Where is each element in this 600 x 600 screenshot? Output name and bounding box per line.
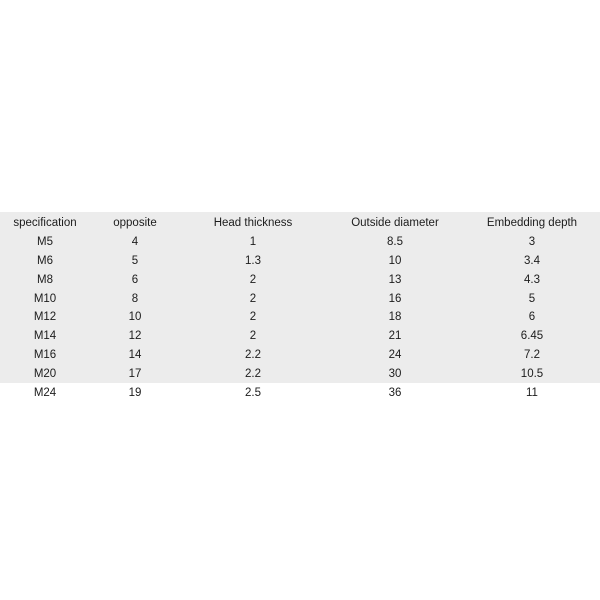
cell-head-thickness: 1.3 — [245, 254, 261, 267]
cell-outside-diameter: 30 — [388, 367, 402, 380]
cell-head-thickness: 2.2 — [245, 367, 261, 380]
cell-outside-diameter: 36 — [388, 386, 402, 399]
cell-head-thickness: 2 — [249, 330, 257, 343]
table-row — [0, 308, 600, 327]
cell-embedding-depth: 5 — [528, 292, 536, 305]
cell-outside-diameter: 8.5 — [387, 236, 403, 249]
table-row — [0, 364, 600, 383]
cell-specification: M10 — [33, 292, 57, 305]
cell-embedding-depth: 4.3 — [524, 273, 540, 286]
cell-outside-diameter: 16 — [388, 292, 402, 305]
specification-table — [0, 214, 600, 402]
table-row — [0, 346, 600, 365]
table-header-row — [0, 214, 600, 233]
header-specification: specification — [13, 217, 77, 230]
cell-embedding-depth: 6.45 — [520, 330, 544, 343]
cell-head-thickness: 2 — [249, 292, 257, 305]
cell-opposite: 10 — [128, 311, 142, 324]
cell-opposite: 8 — [131, 292, 139, 305]
cell-opposite: 14 — [128, 348, 142, 361]
cell-specification: M8 — [37, 273, 53, 286]
cell-specification: M14 — [33, 330, 57, 343]
cell-outside-diameter: 13 — [388, 273, 402, 286]
cell-specification: M5 — [37, 236, 53, 249]
cell-specification: M6 — [37, 254, 53, 267]
header-outside-diameter: Outside diameter — [351, 217, 439, 230]
cell-outside-diameter: 21 — [388, 330, 402, 343]
cell-embedding-depth: 11 — [526, 386, 538, 399]
cell-opposite: 4 — [131, 236, 139, 249]
header-opposite: opposite — [113, 217, 157, 230]
header-embedding-depth: Embedding depth — [486, 217, 578, 230]
cell-head-thickness: 2.5 — [245, 386, 261, 399]
cell-opposite: 19 — [128, 386, 142, 399]
table-row — [0, 252, 600, 271]
cell-head-thickness: 1 — [249, 236, 257, 249]
cell-opposite: 17 — [128, 367, 142, 380]
cell-head-thickness: 2.2 — [245, 348, 261, 361]
cell-opposite: 6 — [131, 273, 139, 286]
cell-embedding-depth: 3.4 — [524, 254, 540, 267]
cell-opposite: 12 — [128, 330, 142, 343]
table-row — [0, 270, 600, 289]
table-row — [0, 327, 600, 346]
cell-opposite: 5 — [131, 254, 139, 267]
cell-embedding-depth: 3 — [528, 236, 536, 249]
cell-embedding-depth: 7.2 — [524, 348, 540, 361]
cell-specification: M12 — [33, 311, 57, 324]
cell-specification: M20 — [33, 367, 57, 380]
cell-head-thickness: 2 — [249, 311, 257, 324]
table-row — [0, 233, 600, 252]
cell-outside-diameter: 18 — [388, 311, 402, 324]
cell-head-thickness: 2 — [249, 273, 257, 286]
cell-specification: M24 — [33, 386, 57, 399]
cell-specification: M16 — [33, 348, 57, 361]
cell-embedding-depth: 6 — [528, 311, 536, 324]
table-row — [0, 289, 600, 308]
table-row — [0, 383, 600, 402]
cell-outside-diameter: 10 — [388, 254, 402, 267]
header-head-thickness: Head thickness — [213, 217, 293, 230]
cell-embedding-depth: 10.5 — [520, 367, 544, 380]
cell-outside-diameter: 24 — [388, 348, 402, 361]
